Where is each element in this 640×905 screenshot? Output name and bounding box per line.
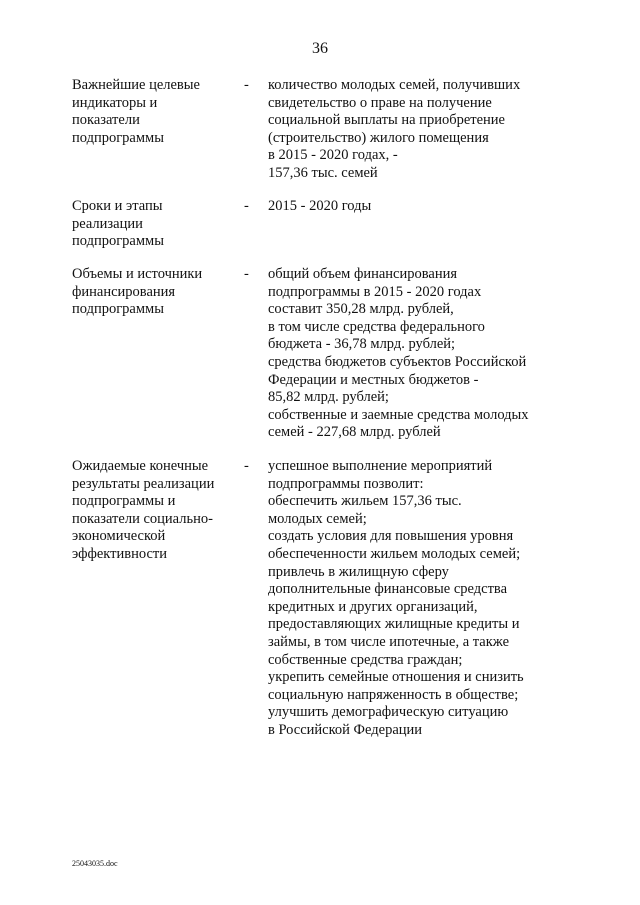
row-value <box>268 198 558 216</box>
label-line: подпрограммы <box>72 301 164 318</box>
value-line: в том числе средства федерального <box>268 318 485 335</box>
row-value <box>268 77 558 183</box>
value-line: собственные средства граждан; <box>268 651 463 668</box>
row-value <box>268 458 558 740</box>
row-label <box>72 77 237 147</box>
value-line: 157,36 тыс. семей <box>268 164 378 181</box>
label-line: подпрограммы <box>72 129 164 146</box>
row-label <box>72 266 237 319</box>
label-line: подпрограммы <box>72 233 164 250</box>
row-value <box>268 266 558 442</box>
value-line: 2015 - 2020 годы <box>268 198 372 214</box>
value-line: в 2015 - 2020 годах, - <box>268 147 398 164</box>
row-dash: - <box>244 266 249 282</box>
value-line: создать условия для повышения уровня <box>268 528 514 545</box>
value-line: составит 350,28 млрд. рублей, <box>268 301 454 318</box>
label-line: Важнейшие целевые <box>72 77 200 93</box>
label-line: Ожидаемые конечные <box>72 458 209 474</box>
value-line: семей - 227,68 млрд. рублей <box>268 424 441 441</box>
label-line: эффективности <box>72 545 167 562</box>
value-line: собственные и заемные средства молодых <box>268 406 529 423</box>
label-line: реализации <box>72 215 143 232</box>
row-dash: - <box>244 458 249 474</box>
row-dash: - <box>244 198 249 214</box>
value-line: 85,82 млрд. рублей; <box>268 389 389 406</box>
value-line: предоставляющих жилищные кредиты и <box>268 616 520 633</box>
value-line: улучшить демографическую ситуацию <box>268 704 509 721</box>
label-line: результаты реализации <box>72 475 215 492</box>
label-line: индикаторы и <box>72 94 158 111</box>
row-dash: - <box>244 77 249 93</box>
value-line: укрепить семейные отношения и снизить <box>268 669 524 686</box>
value-line: молодых семей; <box>268 510 367 527</box>
value-line: обеспеченности жильем молодых семей; <box>268 545 521 562</box>
value-line: подпрограммы позволит: <box>268 475 424 492</box>
value-line: общий объем финансирования <box>268 266 458 282</box>
value-line: займы, в том числе ипотечные, а также <box>268 633 510 650</box>
value-line: (строительство) жилого помещения <box>268 129 489 146</box>
value-line: подпрограммы в 2015 - 2020 годах <box>268 283 482 300</box>
page-number: 36 <box>312 40 328 57</box>
value-line: средства бюджетов субъектов Российской <box>268 353 527 370</box>
label-line: Сроки и этапы <box>72 198 163 214</box>
value-line: свидетельство о праве на получение <box>268 94 492 111</box>
value-line: в Российской Федерации <box>268 721 423 738</box>
label-line: финансирования <box>72 283 176 300</box>
footer-filename: 25043035.doc <box>72 859 118 868</box>
value-line: количество молодых семей, получивших <box>268 77 521 93</box>
value-line: обеспечить жильем 157,36 тыс. <box>268 493 462 510</box>
value-line: кредитных и других организаций, <box>268 598 478 615</box>
value-line: бюджета - 36,78 млрд. рублей; <box>268 336 456 353</box>
value-line: Федерации и местных бюджетов - <box>268 371 479 388</box>
label-line: подпрограммы и <box>72 493 176 510</box>
value-line: привлечь в жилищную сферу <box>268 563 449 580</box>
value-line: успешное выполнение мероприятий <box>268 458 493 474</box>
label-line: показатели социально- <box>72 510 213 527</box>
value-line: дополнительные финансовые средства <box>268 581 508 598</box>
label-line: показатели <box>72 112 140 129</box>
row-label <box>72 198 237 251</box>
value-line: социальную напряженность в обществе; <box>268 686 519 703</box>
value-line: социальной выплаты на приобретение <box>268 112 505 129</box>
label-line: экономической <box>72 528 166 545</box>
row-label <box>72 458 237 564</box>
label-line: Объемы и источники <box>72 266 203 282</box>
